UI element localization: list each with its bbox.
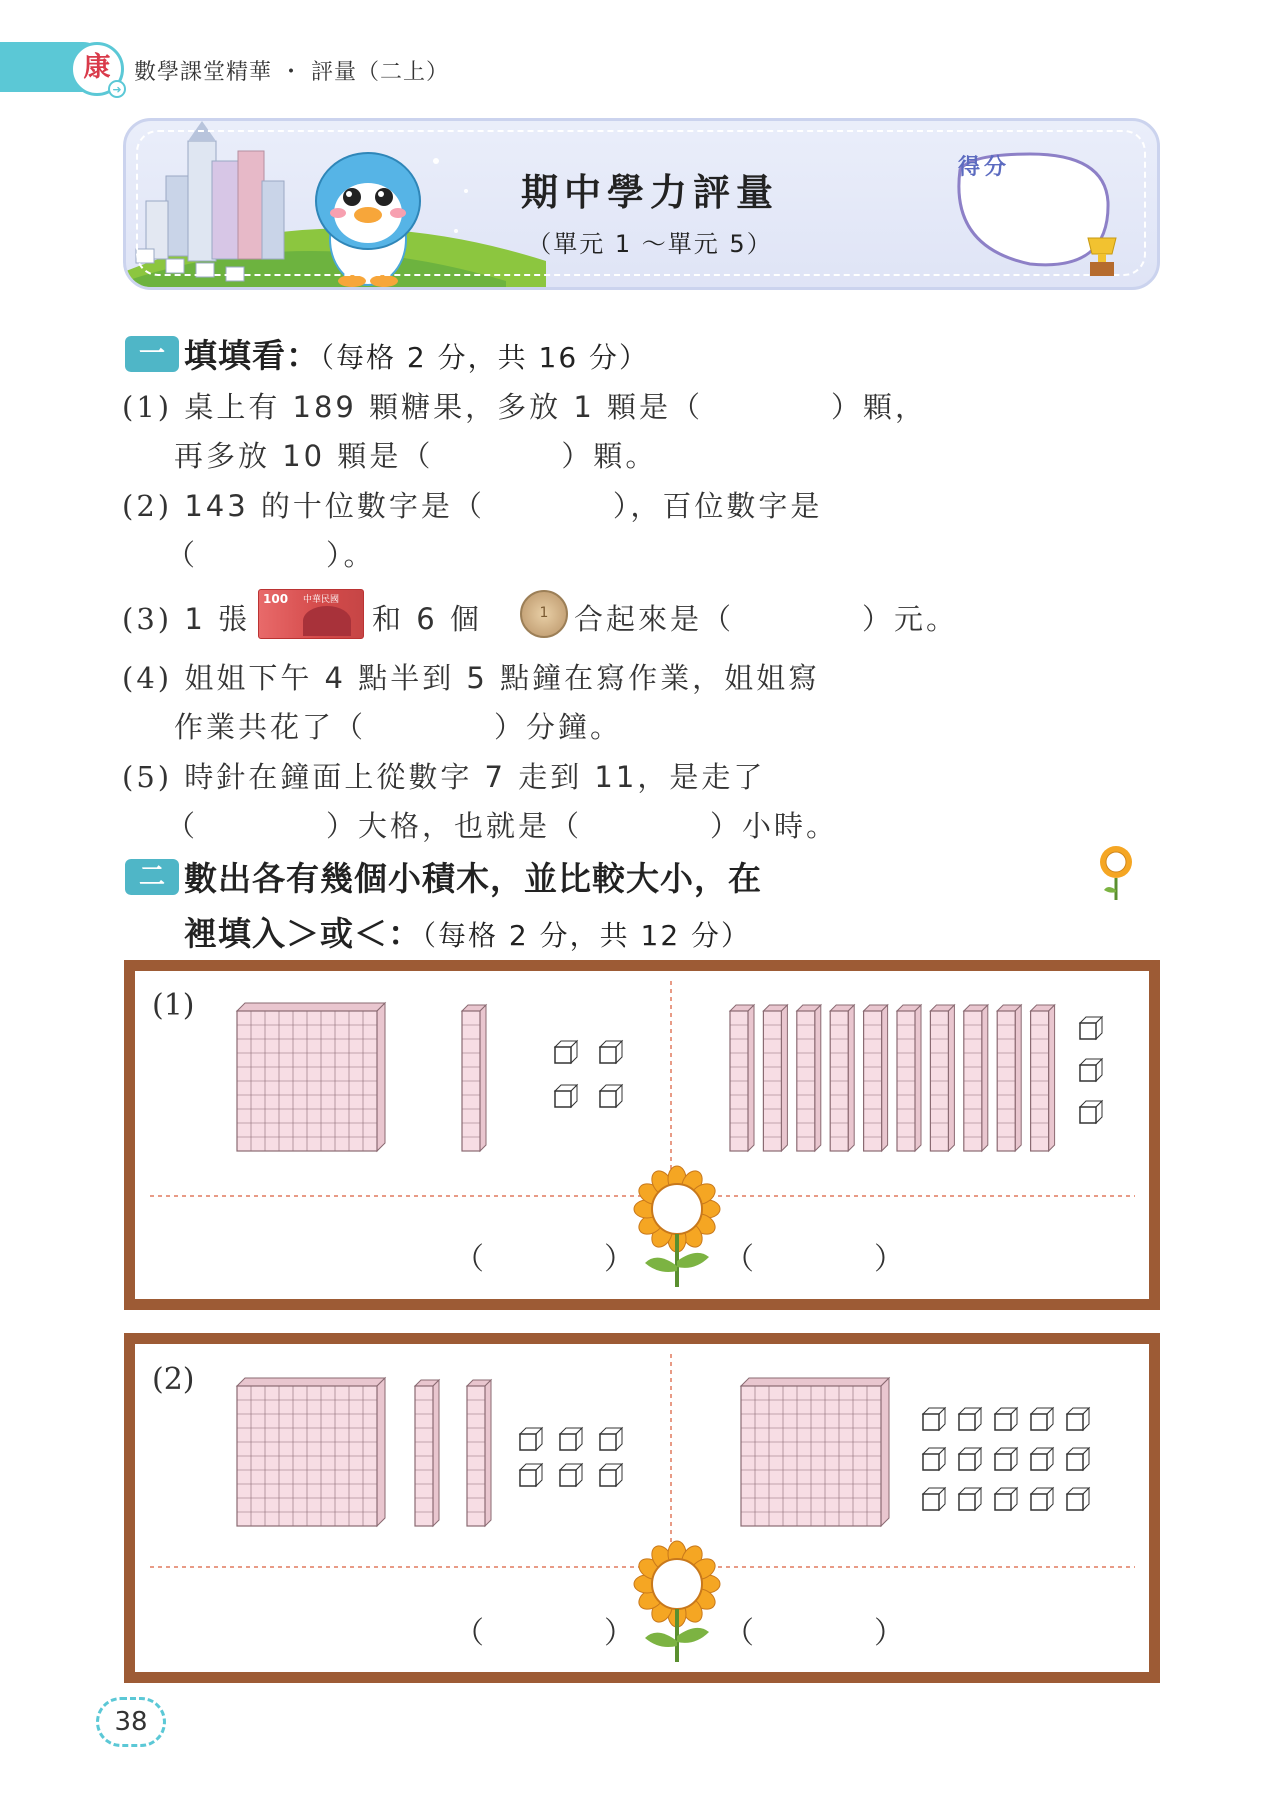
unit-cube-icon xyxy=(923,1448,945,1470)
ten-rod-icon xyxy=(730,1005,754,1151)
unit-cube-icon xyxy=(995,1488,1017,1510)
section-points: （每格 2 分，共 16 分） xyxy=(320,341,650,374)
section-number: 一 xyxy=(125,336,179,372)
section-title xyxy=(184,330,649,377)
blocks-diagram-1 xyxy=(135,971,1149,1299)
ten-rod-icon xyxy=(964,1005,988,1151)
question-3-part3: 合起來是（ ）元。 xyxy=(574,602,959,636)
section-title-line2 xyxy=(184,908,751,955)
unit-cube-icon xyxy=(1080,1059,1102,1081)
answer-blank-left[interactable]: （ ） xyxy=(454,1242,634,1277)
unit-cube-icon xyxy=(555,1041,577,1063)
problem-label: (2) xyxy=(152,1362,195,1397)
hundred-flat-icon xyxy=(741,1378,889,1526)
unit-cube-icon xyxy=(1031,1408,1053,1430)
ten-rod-icon xyxy=(462,1005,486,1151)
trophy-icon xyxy=(1088,238,1116,276)
book-title: 數學課堂精華 ・ 評量（二上） xyxy=(134,60,449,85)
unit-cube-icon xyxy=(1031,1448,1053,1470)
question-5-line2: （ ）大格，也就是（ ）小時。 xyxy=(166,809,839,843)
hundred-flat-icon xyxy=(237,1378,385,1526)
unit-cube-icon xyxy=(600,1428,622,1450)
problem-label: (1) xyxy=(152,988,195,1023)
arrow-icon: ➜ xyxy=(108,80,126,98)
section-number: 二 xyxy=(125,859,179,895)
answer-blank-right[interactable]: （ ） xyxy=(724,1616,904,1651)
blocks-diagram-2 xyxy=(135,1344,1149,1672)
ten-rod-icon xyxy=(830,1005,854,1151)
ten-rod-icon xyxy=(897,1005,921,1151)
question-2-line1 xyxy=(122,484,822,525)
answer-blank-right[interactable]: （ ） xyxy=(724,1242,904,1277)
unit-cube-icon xyxy=(923,1408,945,1430)
score-label: 得分 xyxy=(958,155,1011,180)
question-4-line1 xyxy=(122,656,820,697)
unit-cube-icon xyxy=(995,1448,1017,1470)
question-text: 姐姐下午 4 點半到 5 點鐘在寫作業，姐姐寫 xyxy=(184,661,821,695)
unit-cube-icon xyxy=(560,1464,582,1486)
ten-rod-icon xyxy=(415,1380,439,1526)
question-4-line2: 作業共花了（ ）分鐘。 xyxy=(174,710,623,744)
question-text: 1 張 xyxy=(184,602,250,636)
ten-rod-icon xyxy=(997,1005,1021,1151)
unit-cube-icon xyxy=(520,1464,542,1486)
question-number: (1) xyxy=(122,390,173,424)
unit-cube-icon xyxy=(1067,1488,1089,1510)
unit-cube-icon xyxy=(600,1464,622,1486)
question-5-line1 xyxy=(122,755,765,796)
bill-value: 100 xyxy=(263,592,289,606)
unit-cube-icon xyxy=(959,1488,981,1510)
ten-rod-icon xyxy=(467,1380,491,1526)
question-1-line1 xyxy=(122,385,927,426)
brand-logo: 康 xyxy=(70,42,124,96)
page-number: 38 xyxy=(96,1697,166,1747)
section-title-text: 填填看： xyxy=(184,336,320,375)
answer-blank-left[interactable]: （ ） xyxy=(454,1616,634,1651)
unit-cube-icon xyxy=(1067,1448,1089,1470)
unit-cube-icon xyxy=(555,1085,577,1107)
question-text: 143 的十位數字是（ ），百位數字是 xyxy=(184,489,823,523)
unit-cube-icon xyxy=(600,1085,622,1107)
unit-cube-icon xyxy=(1067,1408,1089,1430)
ten-rod-icon xyxy=(763,1005,787,1151)
section-points: （每格 2 分，共 12 分） xyxy=(422,919,752,952)
question-3-part1 xyxy=(122,597,250,638)
question-1-line2: 再多放 10 顆是（ ）顆。 xyxy=(174,439,658,473)
section-title-line1: 數出各有幾個小積木，並比較大小，在 xyxy=(184,859,762,898)
unit-cube-icon xyxy=(959,1408,981,1430)
question-number: (5) xyxy=(122,760,173,794)
flower-icon xyxy=(1094,842,1138,902)
ten-rod-icon xyxy=(930,1005,954,1151)
unit-cube-icon xyxy=(995,1408,1017,1430)
question-number: (2) xyxy=(122,489,173,523)
unit-cube-icon xyxy=(923,1488,945,1510)
coin-value: 1 xyxy=(539,605,549,621)
section-title-text: 裡填入＞或＜： xyxy=(184,914,422,953)
exam-title: 期中學力評量 xyxy=(521,171,779,214)
bill-caption: 中華民國 xyxy=(303,595,340,605)
question-number: (4) xyxy=(122,661,173,695)
unit-cube-icon xyxy=(560,1428,582,1450)
exam-subtitle: （單元 1 ～單元 5） xyxy=(527,230,773,258)
question-2-line2: （ ）。 xyxy=(166,538,376,572)
question-text: 桌上有 189 顆糖果，多放 1 顆是（ ）顆， xyxy=(184,390,927,424)
ten-rod-icon xyxy=(1031,1005,1055,1151)
unit-cube-icon xyxy=(1080,1017,1102,1039)
question-number: (3) xyxy=(122,602,173,636)
unit-cube-icon xyxy=(520,1428,542,1450)
question-text: 時針在鐘面上從數字 7 走到 11，是走了 xyxy=(184,760,766,794)
unit-cube-icon xyxy=(600,1041,622,1063)
ten-rod-icon xyxy=(797,1005,821,1151)
unit-cube-icon xyxy=(1031,1488,1053,1510)
coin-1-icon xyxy=(520,590,568,638)
question-3-part2: 和 6 個 xyxy=(372,602,482,636)
hundred-flat-icon xyxy=(237,1003,385,1151)
ten-rod-icon xyxy=(864,1005,888,1151)
flower-icon xyxy=(634,1166,720,1287)
banknote-100-icon xyxy=(258,589,364,639)
unit-cube-icon xyxy=(959,1448,981,1470)
flower-icon xyxy=(634,1541,720,1662)
unit-cube-icon xyxy=(1080,1101,1102,1123)
